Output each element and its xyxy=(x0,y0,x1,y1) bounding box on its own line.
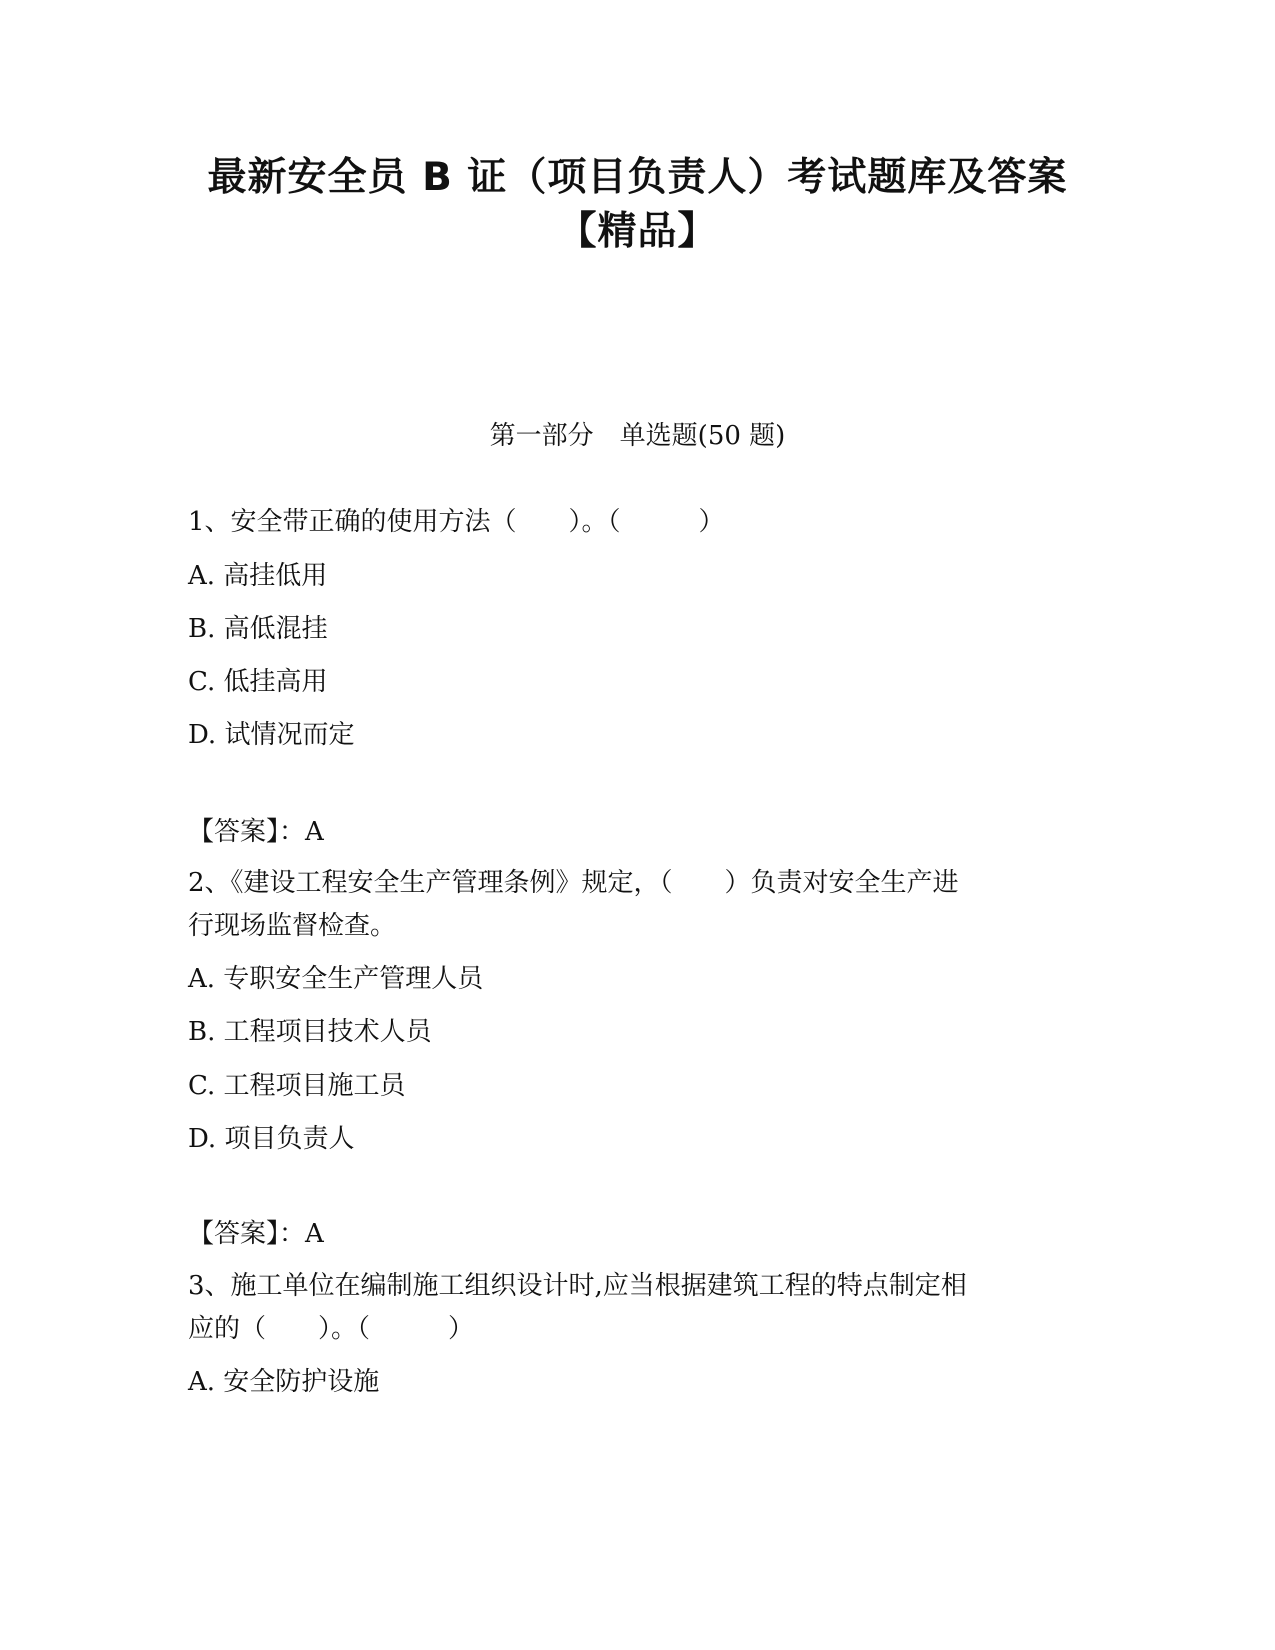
question-3-option-a: A. 安全防护设施 xyxy=(188,1367,380,1397)
question-1-option-c: C. 低挂高用 xyxy=(188,667,328,697)
question-2-option-c: C. 工程项目施工员 xyxy=(188,1071,406,1101)
question-2-answer: 【答案】：A xyxy=(188,1219,324,1249)
question-2-option-b: B. 工程项目技术人员 xyxy=(188,1017,432,1047)
question-1-option-d: D. 试情况而定 xyxy=(188,720,355,750)
question-1-option-a: A. 高挂低用 xyxy=(188,561,328,591)
question-2-option-a: A. 专职安全生产管理人员 xyxy=(188,964,484,994)
section-heading: 第一部分 单选题(50 题) xyxy=(489,421,786,451)
document-title-line-2: 【精品】 xyxy=(557,209,718,254)
question-2-stem-line-1: 2、《建设工程安全生产管理条例》规定，（ ）负责对安全生产进 xyxy=(188,868,959,898)
question-1-option-b: B. 高低混挂 xyxy=(188,614,328,644)
question-1-stem: 1、安全带正确的使用方法（ ）。（ ） xyxy=(188,507,725,537)
question-2-stem-line-2: 行现场监督检查。 xyxy=(188,911,397,941)
question-1-answer: 【答案】：A xyxy=(188,817,324,847)
question-2-option-d: D. 项目负责人 xyxy=(188,1124,355,1154)
question-3-stem-line-1: 3、施工单位在编制施工组织设计时,应当根据建筑工程的特点制定相 xyxy=(188,1271,967,1301)
document-title-line-1: 最新安全员 B 证（项目负责人）考试题库及答案 xyxy=(207,155,1068,200)
question-3-stem-line-2: 应的（ ）。（ ） xyxy=(188,1314,475,1344)
